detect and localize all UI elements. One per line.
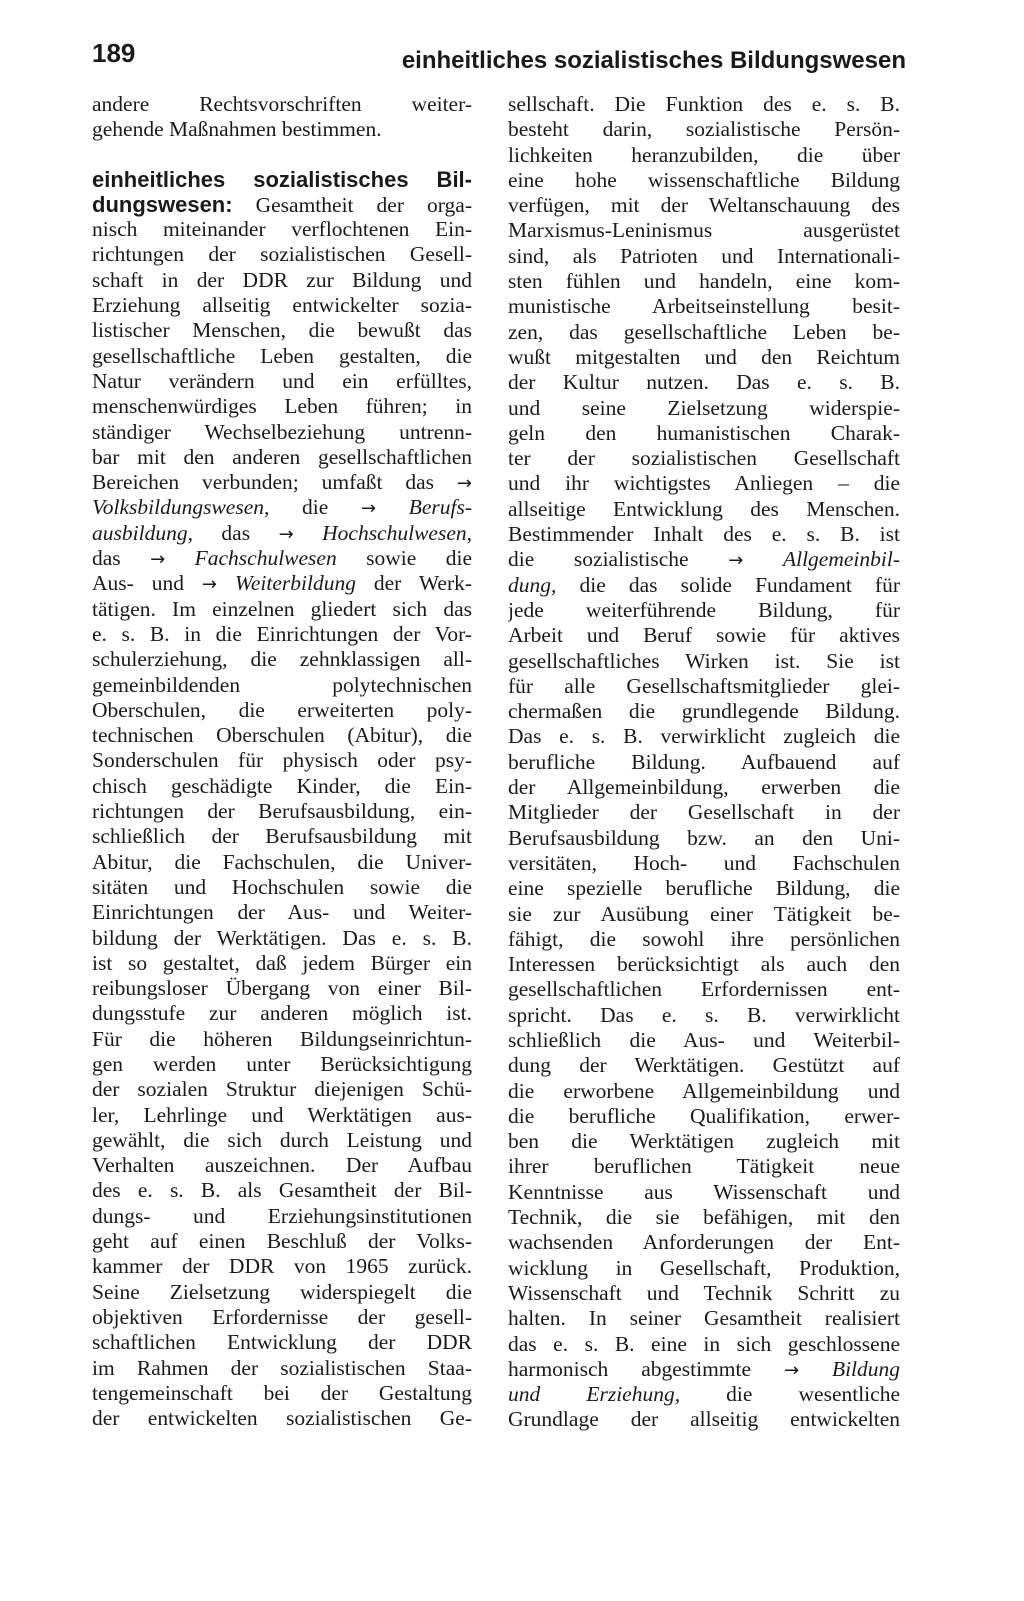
text-line: tengemeinschaft bei der Gestaltung	[92, 1380, 472, 1405]
text-line: Seine Zielsetzung widerspiegelt die	[92, 1279, 472, 1304]
text-line: und seine Zielsetzung widerspie-	[508, 395, 900, 420]
text-line: die berufliche Qualifikation, erwer-	[508, 1103, 900, 1128]
text-line: zen, das gesellschaftliche Leben be-	[508, 319, 900, 344]
text-line: ausbildung, das → Hochschulwesen,	[92, 520, 472, 545]
text-line: und ihr wichtigstes Anliegen – die	[508, 471, 900, 496]
text-line: sie zur Ausübung einer Tätigkeit be-	[508, 901, 900, 926]
text-line: sind, als Patrioten und Internationali-	[508, 243, 900, 268]
text-line: das → Fachschulwesen sowie die	[92, 546, 472, 571]
text-line: dung der Werktätigen. Gestützt auf	[508, 1053, 900, 1078]
text-line: Berufsausbildung bzw. an den Uni-	[508, 825, 900, 850]
text-line: schaft in der DDR zur Bildung und	[92, 267, 472, 292]
text-line: Wissenschaft und Technik Schritt zu	[508, 1280, 900, 1305]
text-line: der Kultur nutzen. Das e. s. B.	[508, 370, 900, 395]
text-line: wußt mitgestalten und den Reichtum	[508, 344, 900, 369]
text-line: fähigt, die sowohl ihre persönlichen	[508, 926, 900, 951]
text-line: harmonisch abgestimmte → Bildung	[508, 1356, 900, 1381]
cross-reference: Hochschulwesen,	[322, 520, 472, 545]
text-line: und Erziehung, die wesentliche	[508, 1382, 900, 1407]
text-line: geln den humanistischen Charak-	[508, 420, 900, 445]
text-line: Für die höheren Bildungseinrichtun-	[92, 1026, 472, 1051]
text-line: versitäten, Hoch- und Fachschulen	[508, 850, 900, 875]
text-line: dung, die das solide Fundament für	[508, 572, 900, 597]
text-line: Verhalten auszeichnen. Der Aufbau	[92, 1153, 472, 1178]
text-line: für alle Gesellschaftsmitglieder glei-	[508, 673, 900, 698]
text-line: schaftlichen Entwicklung der DDR	[92, 1330, 472, 1355]
cross-reference: dung,	[508, 572, 557, 597]
reference-arrow-icon: →	[783, 1359, 800, 1381]
text-line: besteht darin, sozialistische Persön-	[508, 117, 900, 142]
cross-reference: Allgemeinbil-	[782, 547, 900, 572]
text-line: e. s. B. in die Einrichtungen der Vor-	[92, 621, 472, 646]
text-line: schließlich die Aus- und Weiterbil-	[508, 1027, 900, 1052]
text-line: ihrer beruflichen Tätigkeit neue	[508, 1154, 900, 1179]
text-line: jede weiterführende Bildung, für	[508, 597, 900, 622]
text-line: Oberschulen, die erweiterten poly-	[92, 697, 472, 722]
text-line: spricht. Das e. s. B. verwirklicht	[508, 1002, 900, 1027]
text-line: dungswesen: Gesamtheit der orga-	[92, 191, 472, 217]
reference-arrow-icon: →	[456, 473, 472, 495]
text-line: Bereichen verbunden; umfaßt das →	[92, 470, 472, 495]
text-line: munistische Arbeitseinstellung besit-	[508, 294, 900, 319]
text-line: ben die Werktätigen zugleich mit	[508, 1129, 900, 1154]
text-line: Bestimmender Inhalt des e. s. B. ist	[508, 522, 900, 547]
text-line: Technik, die sie befähigen, mit den	[508, 1205, 900, 1230]
text-line: schließlich der Berufsausbildung mit	[92, 824, 472, 849]
text-line: bildung der Werktätigen. Das e. s. B.	[92, 925, 472, 950]
text-line: schulerziehung, die zehnklassigen all-	[92, 647, 472, 672]
cross-reference: und Erziehung,	[508, 1382, 681, 1407]
text-line: Mitglieder der Gesellschaft in der	[508, 800, 900, 825]
text-line: menschenwürdiges Leben führen; in	[92, 394, 472, 419]
text-line: gewählt, die sich durch Leistung und	[92, 1127, 472, 1152]
text-line: gemeinbildenden polytechnischen	[92, 672, 472, 697]
text-line: wachsenden Anforderungen der Ent-	[508, 1230, 900, 1255]
reference-arrow-icon: →	[728, 550, 744, 572]
paragraph-gap	[92, 143, 472, 167]
text-line: Volksbildungswesen, die → Berufs-	[92, 495, 472, 520]
page-number: 189	[92, 38, 136, 68]
text-line: chermaßen die grundlegende Bildung.	[508, 699, 900, 724]
text-line: allseitige Entwicklung des Menschen.	[508, 496, 900, 521]
cross-reference: Bildung	[831, 1356, 900, 1381]
text-line: das e. s. B. eine in sich geschlossene	[508, 1331, 900, 1356]
text-line: Abitur, die Fachschulen, die Univer-	[92, 849, 472, 874]
text-line: richtungen der sozialistischen Gesell-	[92, 242, 472, 267]
text-line: Marxismus-Leninismus ausgerüstet	[508, 218, 900, 243]
text-line: chisch geschädigte Kinder, die Ein-	[92, 773, 472, 798]
text-line: halten. In seiner Gesamtheit realisiert	[508, 1306, 900, 1331]
cross-reference: Volksbildungswesen,	[92, 495, 270, 520]
text-line: richtungen der Berufsausbildung, ein-	[92, 799, 472, 824]
text-line: berufliche Bildung. Aufbauend auf	[508, 749, 900, 774]
entry-lemma: einheitliches sozialistisches Bil-	[92, 166, 472, 192]
text-line: gehende Maßnahmen bestimmen.	[92, 117, 382, 142]
cross-reference: ausbildung,	[92, 520, 193, 545]
text-line: im Rahmen der sozialistischen Staa-	[92, 1355, 472, 1380]
text-line: Einrichtungen der Aus- und Weiter-	[92, 900, 472, 925]
text-line: eine spezielle berufliche Bildung, die	[508, 876, 900, 901]
text-line: dungsstufe zur anderen möglich ist.	[92, 1001, 472, 1026]
cross-reference: Berufs-	[408, 495, 472, 520]
text-line: verfügen, mit der Weltanschauung des	[508, 193, 900, 218]
text-line: gesellschaftlichen Erfordernissen ent-	[508, 977, 900, 1002]
text-line: gesellschaftliches Wirken ist. Sie ist	[508, 648, 900, 673]
text-line: Grundlage der allseitig entwickelten	[508, 1407, 900, 1432]
text-line: ter der sozialistischen Gesellschaft	[508, 446, 900, 471]
text-line: Das e. s. B. verwirklicht zugleich die	[508, 724, 900, 749]
cross-reference: Fachschulwesen	[194, 546, 337, 571]
text-line: Interessen berücksichtigt als auch den	[508, 952, 900, 977]
reference-arrow-icon: →	[201, 574, 217, 596]
text-line: objektiven Erfordernisse der gesell-	[92, 1304, 472, 1329]
right-column	[508, 92, 900, 1433]
text-line: der Allgemeinbildung, erwerben die	[508, 775, 900, 800]
text-line: kammer der DDR von 1965 zurück.	[92, 1254, 472, 1279]
text-line: des e. s. B. als Gesamtheit der Bil-	[92, 1178, 472, 1203]
text-line: wicklung in Gesellschaft, Produktion,	[508, 1255, 900, 1280]
text-line: Kenntnisse aus Wissenschaft und	[508, 1179, 900, 1204]
text-line: gen werden unter Berücksichtigung	[92, 1051, 472, 1076]
text-line: ist so gestaltet, daß jedem Bürger ein	[92, 950, 472, 975]
text-line: ler, Lehrlinge und Werktätigen aus-	[92, 1102, 472, 1127]
text-line: die erworbene Allgemeinbildung und	[508, 1078, 900, 1103]
entry-lemma: dungswesen:	[92, 191, 233, 217]
text-line: ständiger Wechselbeziehung untrenn-	[92, 419, 472, 444]
text-line: eine hohe wissenschaftliche Bildung	[508, 167, 900, 192]
text-line: sitäten und Hochschulen sowie die	[92, 874, 472, 899]
text-line: tätigen. Im einzelnen gliedert sich das	[92, 596, 472, 621]
text-line: listischer Menschen, die bewußt das	[92, 318, 472, 343]
text-line: technischen Oberschulen (Abitur), die	[92, 723, 472, 748]
text-line: Sonderschulen für physisch oder psy-	[92, 748, 472, 773]
text-line: Erziehung allseitig entwickelter sozia-	[92, 293, 472, 318]
reference-arrow-icon: →	[150, 549, 166, 571]
text-line: lichkeiten heranzubilden, die über	[508, 142, 900, 167]
reference-arrow-icon: →	[360, 498, 377, 520]
text-line: sten fühlen und handeln, eine kom-	[508, 269, 900, 294]
text-line: der sozialen Struktur diejenigen Schü-	[92, 1077, 472, 1102]
text-line: sellschaft. Die Funktion des e. s. B.	[508, 92, 900, 116]
text-line: der entwickelten sozialistischen Ge-	[92, 1406, 472, 1431]
text-line: dungs- und Erziehungsinstitutionen	[92, 1203, 472, 1228]
page-header	[92, 36, 906, 80]
text-line: gesellschaftliche Leben gestalten, die	[92, 343, 472, 368]
left-column	[92, 92, 472, 1431]
text-line: Arbeit und Beruf sowie für aktives	[508, 623, 900, 648]
text-line: andere Rechtsvorschriften weiter-	[92, 92, 472, 116]
text-line: die sozialistische → Allgemeinbil-	[508, 547, 900, 572]
text-line: nisch miteinander verflochtenen Ein-	[92, 217, 472, 242]
text-line: Aus- und → Weiterbildung der Werk-	[92, 571, 472, 596]
text-line: Natur verändern und ein erfülltes,	[92, 368, 472, 393]
text-line: bar mit den anderen gesellschaftlichen	[92, 444, 472, 469]
cross-reference: Weiterbildung	[234, 571, 356, 596]
text-line: geht auf einen Beschluß der Volks-	[92, 1229, 472, 1254]
entry-heading-line	[92, 167, 472, 192]
reference-arrow-icon: →	[278, 523, 294, 545]
text-line: reibungsloser Übergang von einer Bil-	[92, 976, 472, 1001]
running-title: einheitliches sozialistisches Bildungswesen	[401, 47, 906, 74]
